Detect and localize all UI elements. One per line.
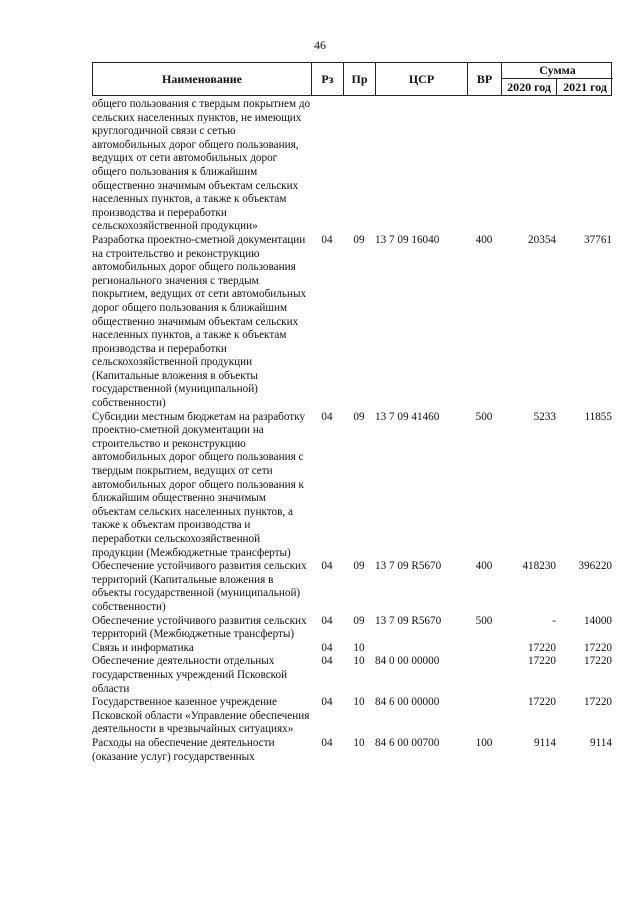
row-csr: 13 7 09 41460 <box>375 410 440 423</box>
row-sum-2020: 17220 <box>528 655 556 668</box>
row-vr <box>467 642 501 656</box>
row-vr: 500 <box>475 614 493 627</box>
table-body <box>92 98 612 764</box>
row-name: Связь и информатика <box>92 641 194 654</box>
table-row <box>92 642 612 656</box>
row-sum-2021: 396220 <box>578 560 612 573</box>
row-csr: 13 7 09 R5670 <box>375 614 442 627</box>
table-row <box>92 696 612 737</box>
header-year-2020: 2020 год <box>502 79 557 95</box>
header-vr: ВР <box>468 63 502 95</box>
row-sum-2020: 17220 <box>528 696 556 709</box>
row-pr: 10 <box>353 655 365 668</box>
row-csr: 84 6 00 00000 <box>375 696 440 709</box>
row-vr <box>467 655 501 696</box>
row-name: Субсидии местным бюджетам на разработку проектно-сметной документации на строительство и реконструкцию автомобильных дорог общего пользования с твердым покрытием, ведущих от сети автомобильных дорог общего пользования к ближайшим общественно значимым объектам сельских населенных пунктов, а также к объектам производства и переработки сельскохозяйственной продукции (Межбюджетные трансферты) <box>92 410 306 559</box>
table-row <box>92 655 612 696</box>
row-rz: 04 <box>321 233 333 246</box>
row-sum-2021: 17220 <box>584 641 612 654</box>
row-csr: 13 7 09 16040 <box>375 233 440 246</box>
row-name: общего пользования с твердым покрытием до сельских населенных пунктов, не имеющих круглогодичной связи с сетью автомобильных дорог общего пользования, ведущих от сети автомобильных дорог общего пользования к ближайшим общественно значимым объектам сельских населенных пунктов, а также к объектам производства и переработки сельскохозяйственной продукции» <box>92 98 311 233</box>
row-rz: 04 <box>321 736 333 749</box>
row-csr: 84 6 00 00700 <box>375 736 440 749</box>
table-row <box>92 98 612 234</box>
row-name: Обеспечение устойчивого развития сельских территорий (Межбюджетные трансферты) <box>92 614 307 641</box>
row-pr: 09 <box>353 614 365 627</box>
header-csr: ЦСР <box>376 63 468 95</box>
row-pr: 09 <box>353 560 365 573</box>
row-sum-2020: - <box>552 614 556 627</box>
row-vr <box>467 98 501 234</box>
row-sum-2020: 9114 <box>534 736 556 749</box>
row-csr: 13 7 09 R5670 <box>375 560 442 573</box>
row-sum-2021 <box>556 98 612 234</box>
row-csr <box>375 98 467 234</box>
row-vr: 400 <box>475 560 493 573</box>
row-rz: 04 <box>321 655 333 668</box>
row-pr: 10 <box>353 736 365 749</box>
table-row <box>92 615 612 642</box>
page-number: 46 <box>314 38 326 52</box>
row-pr: 09 <box>353 233 365 246</box>
row-name: Обеспечение устойчивого развития сельских территорий (Капитальные вложения в объекты государственной (муниципальной) собственности) <box>92 560 307 613</box>
row-sum-2020 <box>501 98 556 234</box>
header-year-2021: 2021 год <box>563 79 607 94</box>
row-name: Государственное казенное учреждение Псковской области «Управление обеспечения деятельности в чрезвычайных ситуациях» <box>92 696 310 736</box>
row-sum-2021: 11855 <box>584 410 612 423</box>
row-pr: 10 <box>353 641 365 654</box>
row-rz: 04 <box>321 410 333 423</box>
row-csr: 84 0 00 00000 <box>375 655 440 668</box>
header-sum: Сумма <box>502 63 613 79</box>
row-pr <box>343 98 375 234</box>
row-vr: 500 <box>475 410 493 423</box>
row-rz: 04 <box>321 696 333 709</box>
row-sum-2021: 17220 <box>584 696 612 709</box>
table-row <box>92 737 612 764</box>
row-sum-2020: 5233 <box>533 410 556 423</box>
row-sum-2020: 20354 <box>528 233 556 246</box>
row-csr <box>375 642 467 656</box>
row-rz: 04 <box>321 641 333 654</box>
row-name: Обеспечение деятельности отдельных государственных учреждений Псковской области <box>92 655 288 695</box>
row-name: Расходы на обеспечение деятельности (оказание услуг) государственных <box>92 736 275 763</box>
row-pr: 09 <box>353 410 365 423</box>
row-name: Разработка проектно-сметной документации на строительство и реконструкцию автомобильных дорог общего пользования регионального значения с твердым покрытием, ведущих от сети автомобильных дорог общего пользования к ближайшим общественно значимым объектам сельских населенных пунктов, а также к объектам производства и переработки сельскохозяйственной продукции (Капитальные вложения в объекты государственной (муниципальной) собственности) <box>92 233 307 410</box>
header-rz: Рз <box>312 63 344 95</box>
row-sum-2020: 418230 <box>522 560 556 573</box>
header-pr: Пр <box>344 63 376 95</box>
row-rz: 04 <box>321 560 333 573</box>
row-rz <box>311 98 343 234</box>
row-sum-2021: 37761 <box>584 233 612 246</box>
row-rz: 04 <box>321 614 333 627</box>
row-pr: 10 <box>353 696 365 709</box>
table-row <box>92 234 612 411</box>
table-header <box>92 62 612 96</box>
row-vr <box>467 696 501 737</box>
row-vr: 400 <box>475 233 493 246</box>
table-row <box>92 411 612 561</box>
table-row <box>92 560 612 614</box>
header-name: Наименование <box>93 63 312 95</box>
row-sum-2021: 14000 <box>584 614 612 627</box>
row-sum-2021: 17220 <box>584 655 612 668</box>
row-vr: 100 <box>475 736 493 749</box>
row-sum-2021: 9114 <box>590 736 612 749</box>
row-sum-2020: 17220 <box>528 641 556 654</box>
